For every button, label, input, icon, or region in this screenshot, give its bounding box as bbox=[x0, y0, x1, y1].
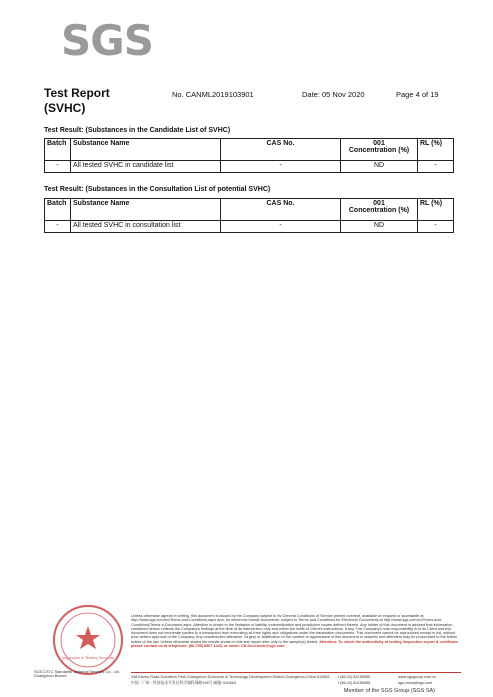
table-row bbox=[45, 221, 454, 233]
conc-label: Concentration (%) bbox=[348, 207, 410, 214]
col-cas: CAS No. bbox=[221, 199, 341, 221]
cell-batch: - bbox=[45, 161, 71, 173]
address-chinese: 中国 · 广州 · 经济技术开发区科学城科珠路198号 邮编: 510663 bbox=[131, 681, 236, 685]
seal-label: Inspection & Testing Services bbox=[61, 655, 115, 660]
title-line1: Test Report bbox=[44, 86, 110, 100]
page-number: Page 4 of 19 bbox=[396, 90, 439, 99]
cell-name: All tested SVHC in candidate list bbox=[71, 161, 221, 173]
cell-cas: - bbox=[221, 161, 341, 173]
cell-concentration: ND bbox=[341, 221, 418, 233]
col-batch: Batch bbox=[45, 139, 71, 161]
sgs-member-note: Member of the SGS Group (SGS SA) bbox=[343, 688, 435, 694]
col-substance-name: Substance Name bbox=[71, 199, 221, 221]
cell-rl: - bbox=[418, 221, 454, 233]
address-english: 198 Kezhu Road,Scientech Park Guangzhou Economic & Technology Development District,Guangzhou,China 510663 bbox=[131, 675, 330, 679]
company-seal-icon bbox=[52, 604, 124, 676]
footer-divider bbox=[131, 672, 461, 673]
table-row bbox=[45, 161, 454, 173]
col-substance-name: Substance Name bbox=[71, 139, 221, 161]
cell-batch: - bbox=[45, 221, 71, 233]
telephone-1: t (86-20) 82155555 bbox=[338, 675, 371, 679]
col-rl: RL (%) bbox=[418, 139, 454, 161]
section1-heading: Test Result: (Substances in the Candidate List of SVHC) bbox=[44, 127, 231, 134]
col-concentration bbox=[341, 199, 418, 221]
col-cas: CAS No. bbox=[221, 139, 341, 161]
conc-sample-id: 001 bbox=[373, 140, 385, 147]
authenticity-notice: Attention: To check the authenticity of testing /inspection report & certificate, please contact us at telephone: (86-755) 8307 1443, or email: CN.Doccheck@sgs.com bbox=[131, 639, 459, 649]
report-date: Date: 05 Nov 2020 bbox=[302, 90, 365, 99]
col-batch: Batch bbox=[45, 199, 71, 221]
company-name: SGS-CSTC Standards Technical Services Co., Ltd. Guangzhou Branch bbox=[34, 670, 120, 678]
col-concentration bbox=[341, 139, 418, 161]
conc-label: Concentration (%) bbox=[348, 147, 410, 154]
candidate-list-table bbox=[44, 138, 454, 173]
col-rl: RL (%) bbox=[418, 199, 454, 221]
section2-heading: Test Result: (Substances in the Consultation List of potential SVHC) bbox=[44, 186, 271, 193]
report-number: No. CANML2019103901 bbox=[172, 90, 254, 99]
conc-sample-id: 001 bbox=[373, 200, 385, 207]
cell-name: All tested SVHC in consultation list bbox=[71, 221, 221, 233]
title-line2: (SVHC) bbox=[44, 101, 86, 115]
table-header-row bbox=[45, 139, 454, 161]
page-title bbox=[44, 86, 110, 116]
disclaimer bbox=[131, 614, 461, 648]
cell-concentration: ND bbox=[341, 161, 418, 173]
cell-rl: - bbox=[418, 161, 454, 173]
cell-cas: - bbox=[221, 221, 341, 233]
sgs-logo: SGS bbox=[61, 16, 153, 65]
email[interactable]: sgs.china@sgs.com bbox=[398, 681, 433, 685]
telephone-2: t (86-20) 82155555 bbox=[338, 681, 371, 685]
disclaimer-text: Unless otherwise agreed in writing, this document is issued by the Company subject to its General Conditions of Service printed overleaf, available on request or accessible at http://www.sgs.com/en/Terms-and-Conditions.aspx and, for electronic format documents, subject to Terms and Conditions for Electronic Documents at http://www.sgs.com/en/Terms-and-Conditions/Terms-e-Document.aspx. Attention is drawn to the limitation of liability, indemnification and jurisdiction issues defined therein. Any holder of this document is advised that information contained hereon reflects the Company's findings at the time of its intervention only and within the limits of Client's instructions, if any. The Company's sole responsibility is to its Client and this document does not exonerate parties to a transaction from exercising all their rights and obligations under the transaction documents. This document cannot be reproduced except in full, without prior written approval of the Company. Any unauthorized alteration, forgery or falsification of the content or appearance of this document is unlawful and offenders may be prosecuted to the fullest extent of the law. Unless otherwise stated the results shown in this test report refer only to the sample(s) tested. bbox=[131, 614, 457, 644]
consultation-list-table bbox=[44, 198, 454, 233]
table-header-row bbox=[45, 199, 454, 221]
website[interactable]: www.sgsgroup.com.cn bbox=[398, 675, 436, 679]
